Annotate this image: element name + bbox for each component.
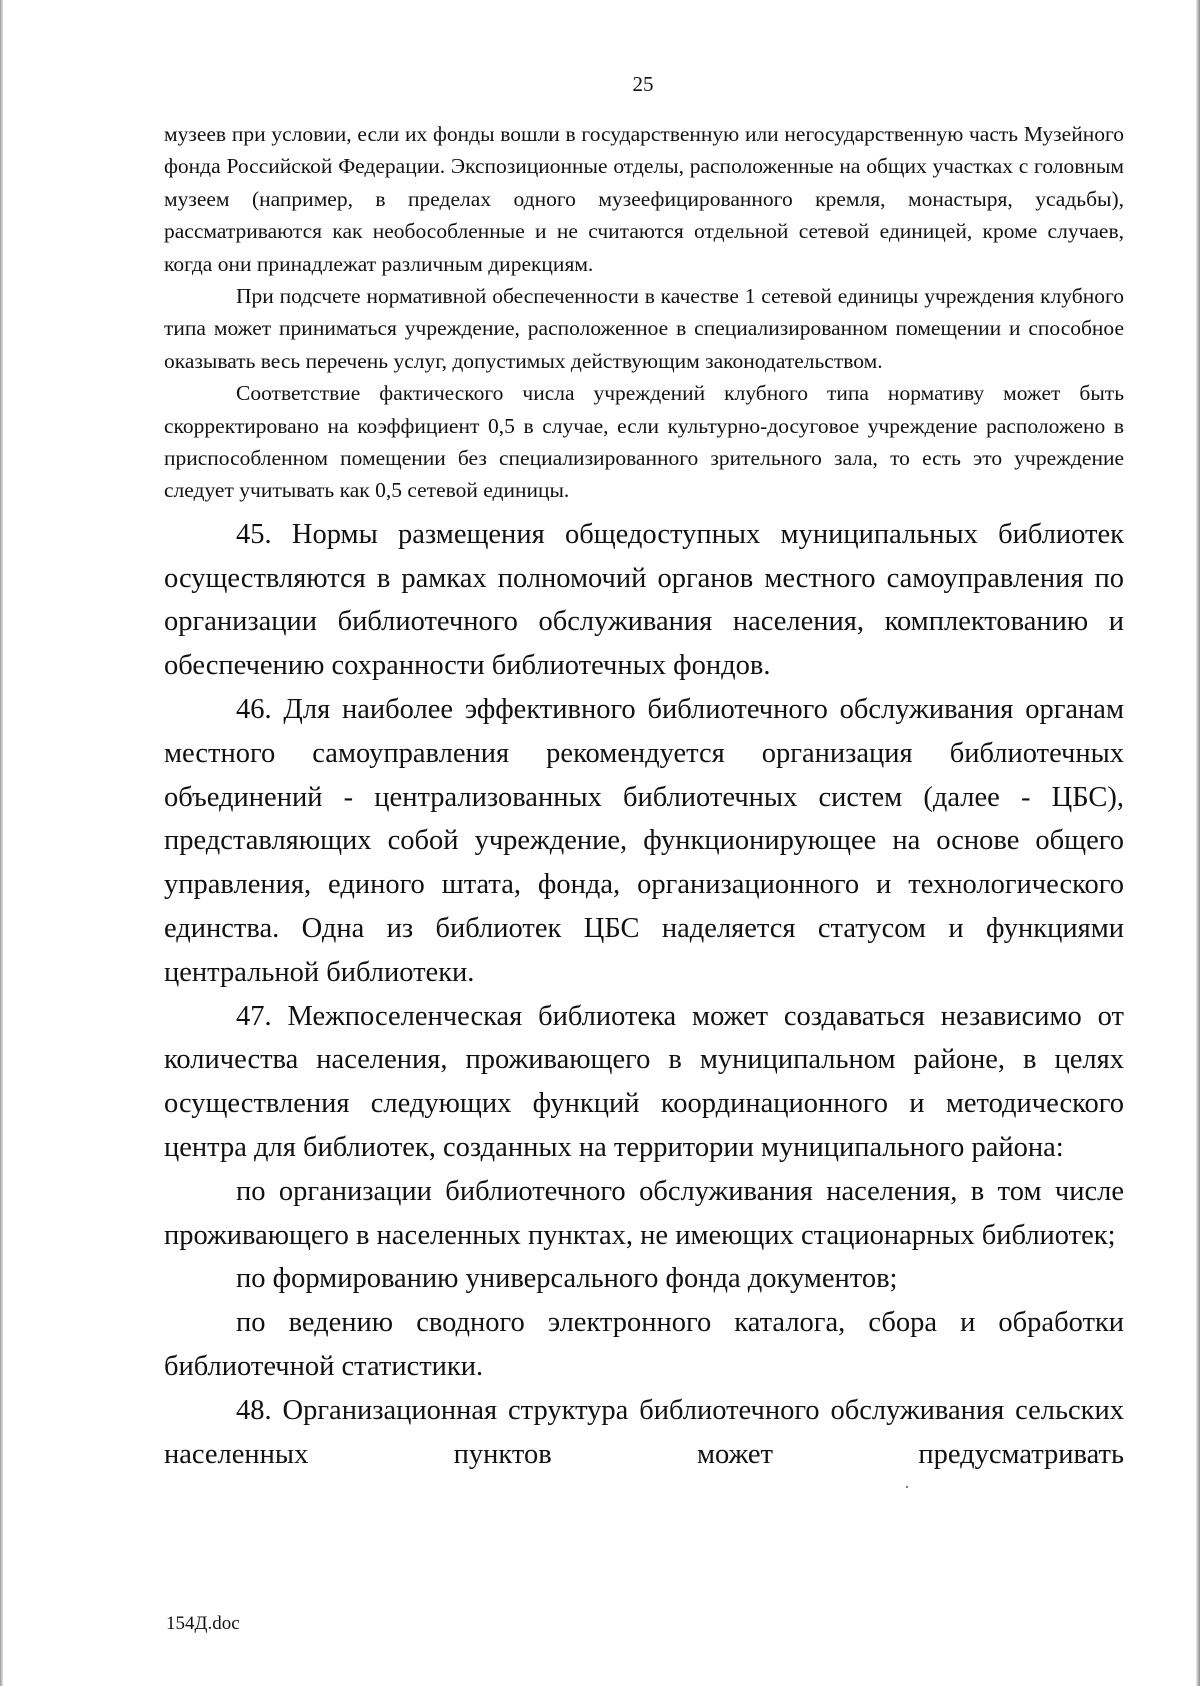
- clause-47: 47. Межпоселенческая библиотека может создаваться независимо от количества населения, проживающего в муниципальном районе, в целях осуществления следующих функций координационного и методического центра для библиотек, созданных на территории муниципального района:: [164, 1000, 1124, 1164]
- file-name-footer: 154Д.doc: [166, 1613, 240, 1634]
- scan-speck: [906, 1486, 908, 1488]
- clause-47-item-organization: по организации библиотечного обслуживания населения, в том числе проживающего в населенных пунктах, не имеющих стационарных библиотек;: [164, 1175, 1124, 1251]
- paragraph-club-units: При подсчете нормативной обеспеченности в качестве 1 сетевой единицы учреждения клубного типа может приниматься учреждение, расположенное в специализированном помещении и способное оказывать весь перечень услуг, допустимых действующим законодательством.: [164, 284, 1124, 373]
- clause-46: 46. Для наиболее эффективного библиотечного обслуживания органам местного самоуправления рекомендуется организация библиотечных объединений - централизованных библиотечных систем (далее - ЦБС), представляющих собой учреждение, функционирующее на основе общего управления, единого штата, фонда, организационного и технологического единства. Одна из библиотек ЦБС наделяется статусом и функциями центральной библиотеки.: [164, 694, 1124, 988]
- scan-edge-left: [0, 0, 3, 1686]
- scan-edge-right: [1196, 0, 1200, 1686]
- clause-47-item-fund: по формированию универсального фонда документов;: [236, 1263, 898, 1295]
- large-text-section: [164, 513, 1124, 1477]
- document-body: [164, 118, 1124, 1476]
- clause-48: 48. Организационная структура библиотечного обслуживания сельских населенных пунктов может предусматривать: [164, 1394, 1124, 1470]
- small-text-section: [164, 118, 1124, 507]
- page-number: 25: [632, 72, 654, 96]
- paragraph-museums: музеев при условии, если их фонды вошли в государственную или негосударственную часть Музейного фонда Российской Федерации. Экспозиционные отделы, расположенные на общих участках с головным музеем (например, в пределах одного музеефицированного кремля, монастыря, усадьбы), рассматриваются как необособленные и не считаются отдельной сетевой единицей, кроме случаев, когда они принадлежат различным дирекциям.: [164, 122, 1124, 276]
- clause-45: 45. Нормы размещения общедоступных муниципальных библиотек осуществляются в рамках полномочий органов местного самоуправления по организации библиотечного обслуживания населения, комплектованию и обеспечению сохранности библиотечных фондов.: [164, 518, 1124, 682]
- paragraph-coefficient: Соответствие фактического числа учреждений клубного типа нормативу может быть скорректировано на коэффициент 0,5 в случае, если культурно-досуговое учреждение расположено в приспособленном помещении без специализированного зрительного зала, то есть это учреждение следует учитывать как 0,5 сетевой единицы.: [164, 381, 1124, 503]
- clause-47-item-catalog: по ведению сводного электронного каталога, сбора и обработки библиотечной статистики.: [164, 1307, 1124, 1383]
